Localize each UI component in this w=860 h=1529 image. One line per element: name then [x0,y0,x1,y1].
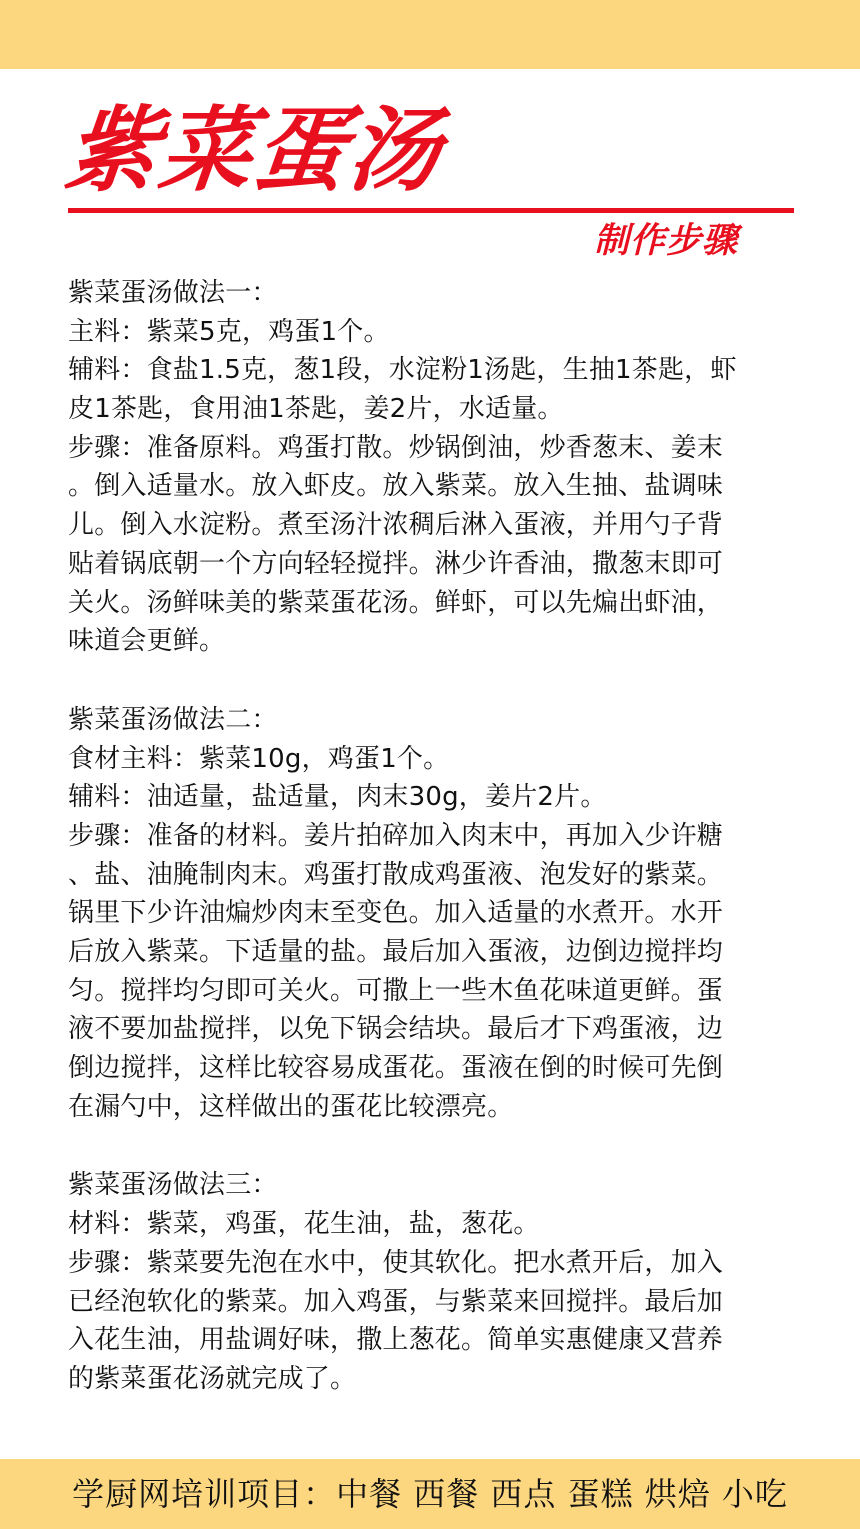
text-line: 材料：紫菜，鸡蛋，花生油，盐，葱花。 [68,1209,540,1240]
text-line: 步骤：准备原料。鸡蛋打散。炒锅倒油，炒香葱末、姜末 [68,432,724,463]
recipe-section-3 [68,1166,794,1398]
text-line: 步骤：紫菜要先泡在水中，使其软化。把水煮开后，加入 [68,1247,724,1278]
text-line: 辅料：油适量，盐适量，肉末30g，姜片2片。 [68,782,607,813]
recipe-section-1 [68,274,794,661]
text-line: 贴着锅底朝一个方向轻轻搅拌。淋少许香油，撒葱末即可 [68,548,724,579]
text-line: 食材主料：紫菜10g，鸡蛋1个。 [68,743,450,774]
text-line: 辅料：食盐1.5克，葱1段，水淀粉1汤匙，生抽1茶匙，虾 [68,355,737,386]
footer-text: 学厨网培训项目：中餐 西餐 西点 蛋糕 烘焙 小吃 [72,1475,788,1513]
recipe-content [68,274,794,1399]
text-line: 。倒入适量水。放入虾皮。放入紫菜。放入生抽、盐调味 [68,471,724,502]
text-line: 后放入紫菜。下适量的盐。最后加入蛋液，边倒边搅拌均 [68,937,724,967]
section-heading: 紫菜蛋汤做法三： [68,1170,278,1201]
text-line: 匀。搅拌均匀即可关火。可撒上一些木鱼花味道更鲜。蛋 [68,975,724,1006]
text-line: 倒边搅拌，这样比较容易成蛋花。蛋液在倒的时候可先倒 [68,1053,724,1084]
page-subtitle: 制作步骤 [594,221,739,261]
page-title: 紫菜蛋汤 [60,97,448,204]
text-line: 主料：紫菜5克，鸡蛋1个。 [68,316,390,347]
text-line: 液不要加盐搅拌，以免下锅会结块。最后才下鸡蛋液，边 [68,1014,724,1045]
text-line: 皮1茶匙，食用油1茶匙，姜2片，水适量。 [68,394,564,425]
text-line: 入花生油，用盐调好味，撒上葱花。简单实惠健康又营养 [68,1325,724,1356]
text-line: 在漏勺中，这样做出的蛋花比较漂亮。 [68,1091,514,1122]
section-heading: 紫菜蛋汤做法二： [68,704,278,735]
text-line: 的紫菜蛋花汤就完成了。 [68,1363,357,1394]
text-line: 儿。倒入水淀粉。煮至汤汁浓稠后淋入蛋液，并用勺子背 [68,510,724,541]
text-line: 已经泡软化的紫菜。加入鸡蛋，与紫菜来回搅拌。最后加 [68,1286,724,1317]
text-line: 、盐、油腌制肉末。鸡蛋打散成鸡蛋液、泡发好的紫菜。 [68,859,724,890]
top-banner [0,0,860,69]
text-line: 味道会更鲜。 [68,626,226,657]
text-line: 步骤：准备的材料。姜片拍碎加入肉末中，再加入少许糖 [68,820,724,851]
title-divider [68,208,794,213]
text-line: 锅里下少许油煸炒肉末至变色。加入适量的水煮开。水开 [68,898,724,929]
section-heading: 紫菜蛋汤做法一： [68,278,278,308]
text-line: 关火。汤鲜味美的紫菜蛋花汤。鲜虾，可以先煸出虾油， [68,587,724,618]
recipe-section-2 [68,701,794,1127]
